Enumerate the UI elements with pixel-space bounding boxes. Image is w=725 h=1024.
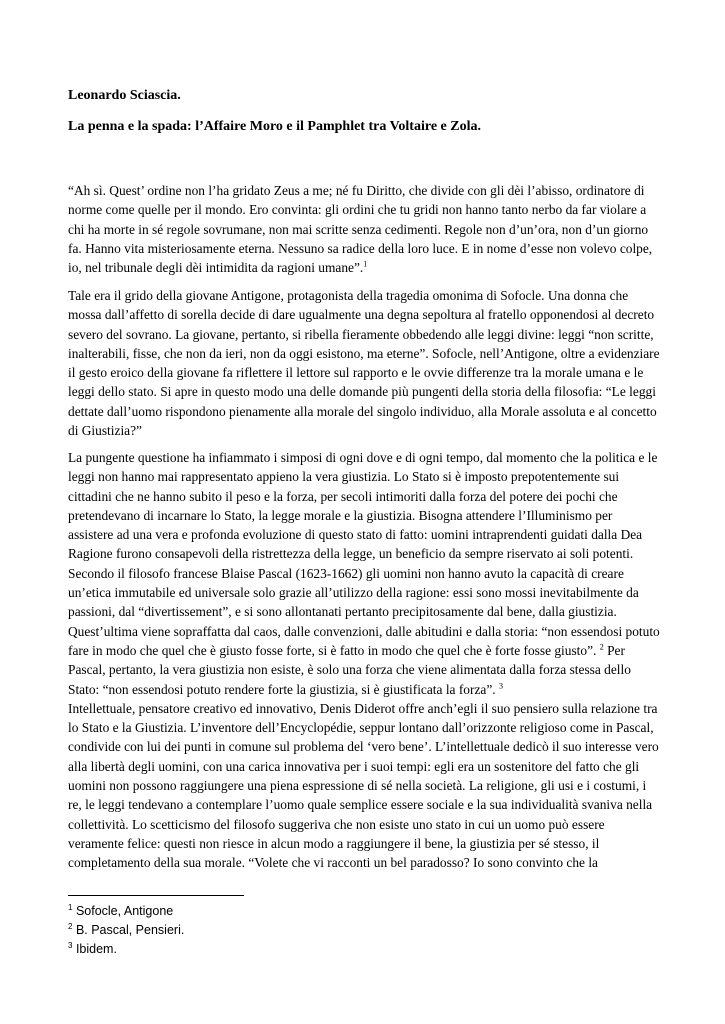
paragraph-text: Per Pascal, pertanto, la vera giustizia non esiste, è solo una forza che viene alimentata dalla forza stessa dello Stato: “non essendosi potuto rendere forte la giustizia, si è giustificata la forza”. xyxy=(68,642,631,697)
paragraph-text: “Ah sì. Quest’ ordine non l’ha gridato Zeus a me; né fu Diritto, che divide con gli dèi l’abisso, ordinatore di norme come quelle per il mondo. Ero convinta: gli ordini che tu gridi non hanno tanto nerbo da far violare a chi ha morte in sé regole sovrumane, non mai scritte senza cedimenti. Regole non d’un’ora, non d’un giorno fa. Hanno vita misteriosamente eterna. Nessuno sa radice della loro luce. E in nome d’esse non volevo colpe, io, nel tribunale degli dèi intimidita da ragioni umane”. xyxy=(68,183,653,276)
paragraph-text: Intellettuale, pensatore creativo ed innovativo, Denis Diderot offre anch’egli il suo pensiero sulla relazione tra lo Stato e la Giustizia. L’inventore dell’Encyclopédie, seppur lontano dall’orizzonte religioso come in Pascal, condivide con lui dei punti in comune sul problema del ‘vero bene’. L’intellettuale dedicò il suo interesse vero alla libertà degli uomini, con una carica innovativa per i suoi tempi: egli era un sostenitore del fatto che gli uomini non possono raggiungere una piena espressione di sé nella società. La religione, gli usi e i costumi, i re, le leggi tendevano a contemplare l’uomo quale semplice essere sociale e la sua individualità svaniva nella collettività. Lo scetticismo del filosofo suggeriva che non esiste uno stato in cui un uomo può essere veramente felice: questi non riesce in alcun modo a raggiungere il bene, la giustizia per sé stesso, il completamento della sua morale. “Volete che vi racconti un bel paradosso? Io sono convinto che la xyxy=(68,700,659,871)
footnote-number: 1 xyxy=(68,902,73,912)
footnote-text: B. Pascal, Pensieri. xyxy=(75,923,185,937)
footnote-item xyxy=(68,940,184,959)
footnote-number: 2 xyxy=(68,921,73,931)
footnote-number: 3 xyxy=(68,940,73,950)
paragraph-justice xyxy=(68,448,660,873)
footnotes xyxy=(68,902,184,959)
footnote-item xyxy=(68,921,184,940)
paragraph-quote xyxy=(68,181,660,277)
footnote-separator xyxy=(68,895,244,896)
paragraph-text: La pungente questione ha infiammato i simposi di ogni dove e di ogni tempo, dal momento che la politica e le leggi non hanno mai rappresentato appieno la vera giustizia. Lo Stato si è imposto prepotentemente sui cittadini che ne hanno subito il peso e la forza, per secoli intimoriti dalla forza del potere dei pochi che pretendevano di incarnare lo Stato, la legge morale e la giustizia. Bisogna attendere l’Illuminismo per assistere ad una vera e profonda evoluzione di questo stato di fatto: uomini intraprendenti guidati dalla Dea Ragione furono consapevoli della ristrettezza della legge, un beneficio da sempre riservato ai soli potenti. Secondo il filosofo francese Blaise Pascal (1623-1662) gli uomini non hanno avuto la capacità di creare un’etica immutabile ed universale solo grazie all’utilizzo della ragione: essi sono mossi inevitabilmente da passioni, dal “divertissement”, e si sono allontanati pertanto precipitosamente dal bene, dalla giustizia. Quest’ultima viene sopraffatta dal caos, dalle convenzioni, dalle abitudini e dalla storia: “non essendosi potuto fare in modo che quel che è giusto fosse forte, si è fatto in modo che quel che è forte fosse giusto”. xyxy=(68,450,660,658)
footnote-ref: 2 xyxy=(599,642,604,652)
essay-title: La penna e la spada: l’Affaire Moro e il Pamphlet tra Voltaire e Zola. xyxy=(68,119,481,134)
author-heading: Leonardo Sciascia. xyxy=(68,88,181,103)
footnote-item xyxy=(68,902,184,921)
footnote-text: Ibidem. xyxy=(75,942,117,956)
paragraph-antigone: Tale era il grido della giovane Antigone, protagonista della tragedia omonima di Sofocle. Una donna che mossa dall’affetto di sorella decide di dare ugualmente una degna sepoltura al fratello opponendosi al decreto severo del sovrano. La giovane, pertanto, si ribella fieramente obbedendo alle leggi divine: leggi “non scritte, inalterabili, fisse, che non da ieri, non da oggi esistono, ma eterne”. Sofocle, nell’Antigone, oltre a evidenziare il gesto eroico della giovane fa riflettere il lettore sul rapporto e le ovvie differenze tra la morale umana e le leggi dello stato. Si apre in questo modo una delle domande più pungenti della storia della filosofia: “Le leggi dettate dall’uomo rispondono pienamente alla morale del singolo individuo, alla Morale assoluta e al concetto di Giustizia?” xyxy=(68,288,660,439)
footnote-ref: 1 xyxy=(363,259,368,269)
footnote-text: Sofocle, Antigone xyxy=(75,904,174,918)
footnote-ref: 3 xyxy=(498,681,503,691)
